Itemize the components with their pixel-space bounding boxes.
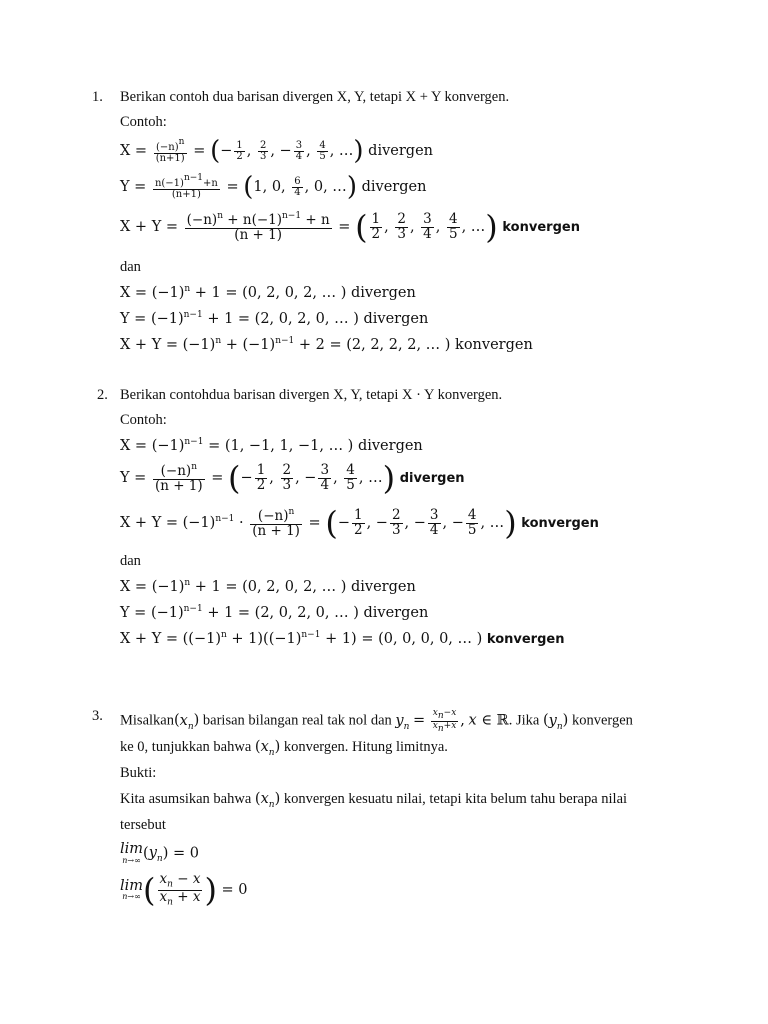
- equation-y-1: Y = $\frac{n(-1)^{n-1}+n}{(n+1)}$ = (1, 0, $\frac{6}{4}$ , 0, …) divergen: [120, 172, 427, 202]
- problem-statement: Berikan contoh dua barisan divergen X, Y, tetapi X + Y konvergen.: [120, 89, 510, 105]
- equation-y-1b: $Y = (-1)^{n-1} + 1 = (2$, 0, 2, 0, … ) divergen: [120, 310, 429, 327]
- dan-label: dan: [120, 553, 141, 569]
- item-number: 2.: [97, 387, 108, 403]
- equation-x-2b: $X = (-1)^n + 1 = (0$, 2, 0, 2, … ) divergen: [120, 578, 416, 595]
- problem-line-1: $Misalkan(x_n)$ barisan bilangan real tak nol dan $y_n$ = $\frac{x_n-x}{x_n+x}$ , x ∈ ℝ. Jika $(y_n)$ konvergen: [120, 708, 633, 734]
- limit-equation-1: lim n→∞ $(y_n) = 0$: [120, 841, 199, 865]
- contoh-label: Contoh:: [120, 114, 167, 130]
- equation-product-2b: $X + Y = ((-1)^n + 1)((-1)^{n-1} + 1) = (0$, 0, 0, 0, … ) konvergen: [120, 630, 565, 647]
- equation-y-2b: $Y = (-1)^{n-1} + 1 = (2$, 0, 2, 0, … ) divergen: [120, 604, 429, 621]
- equation-x-1b: $X = (-1)^n + 1 = (0$, 2, 0, 2, … ) divergen: [120, 284, 416, 301]
- problem-line-2: ke 0, tunjukkan bahwa $(x_n)$ konvergen. Hitung limitnya.: [120, 739, 448, 758]
- bukti-label: Bukti:: [120, 765, 157, 781]
- equation-sum-1b: $X + Y = (-1)^n + (-1)^{n-1} + 2 = (2$, 2, 2, 2, … ) konvergen: [120, 336, 533, 353]
- problem-statement: Berikan contohdua barisan divergen X, Y, tetapi X · Y konvergen.: [120, 387, 503, 403]
- item-number: 1.: [92, 89, 103, 105]
- proof-line-1: Kita asumsikan bahwa $(x_n)$ konvergen kesuatu nilai, tetapi kita belum tahu berapa nilai: [120, 791, 628, 810]
- item-number: 3.: [92, 708, 103, 724]
- limit-equation-2: lim n→∞ ( $\frac{x_n - x}{x_n + x}$ ) = 0: [120, 871, 248, 910]
- equation-x-2: $X = (-1)^{n-1} = (1$, −1, 1, −1, … ) divergen: [120, 437, 423, 454]
- equation-product-2: $X + Y = (-1)^{n-1}$ · $\frac{(-n)^n}{(n + 1)}$ = (− $\frac{1}{2}$ , − $\frac{2}{3}$ , − $\frac{3}{4}$ , − $\frac{4}{5}$ , …) konvergen: [120, 504, 599, 542]
- proof-line-2: tersebut: [120, 817, 166, 833]
- equation-sum-1: X + Y = $\frac{(-n)^n + n(-1)^{n-1} + n}{(n + 1)}$ = ( $\frac{1}{2}$ , $\frac{2}{3}$ , $\frac{3}{4}$ , $\frac{4}{5}$ , …) konvergen: [120, 208, 580, 246]
- contoh-label: Contoh:: [120, 412, 167, 428]
- equation-y-2: Y = $\frac{(-n)^n}{(n + 1)}$ = (− $\frac{1}{2}$ , $\frac{2}{3}$ , − $\frac{3}{4}$ , $\frac{4}{5}$ , …) divergen: [120, 459, 465, 497]
- equation-x-1: X = $\frac{(-n)^n}{(n+1)}$ = (− $\frac{1}{2}$ , $\frac{2}{3}$ , − $\frac{3}{4}$ , $\frac{4}{5}$ , …) divergen: [120, 136, 433, 166]
- dan-label: dan: [120, 259, 141, 275]
